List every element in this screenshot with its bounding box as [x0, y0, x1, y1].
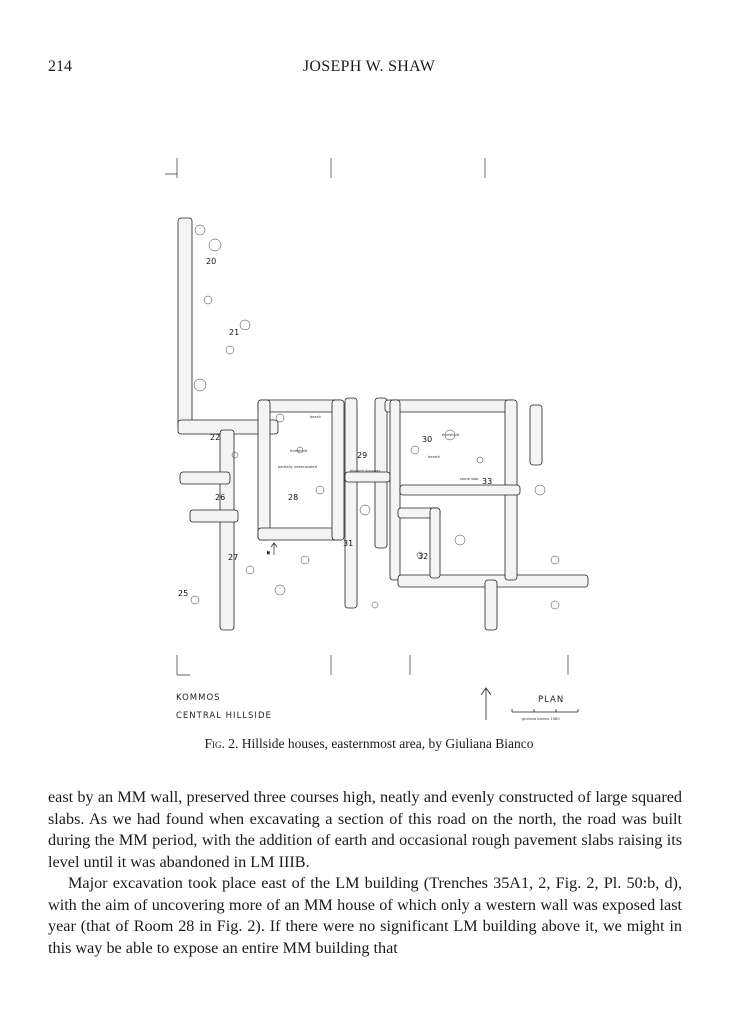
figure-caption — [0, 736, 738, 752]
svg-text:blocked doorway: blocked doorway — [350, 469, 381, 473]
site-label: KOMMOS — [176, 693, 221, 703]
north-arrow-icon — [481, 688, 491, 720]
site-plan-figure — [160, 150, 600, 730]
room-27-label: 27 — [228, 553, 239, 562]
wall-outlines — [178, 218, 588, 630]
scale-credit: giuliana bianco 1980 — [522, 717, 560, 721]
paragraph-1: east by an MM wall, preserved three courses high, neatly and evenly constructed of large squared slabs. As we had found when excavating a section of this road on the north, the road was built during the MM period, with the addition of earth and occasional rough pavement slabs raising its level until it was abandoned in LM IIIB. — [48, 788, 682, 871]
room-22-label: 22 — [210, 433, 221, 442]
room-31-label: 31 — [343, 539, 354, 548]
room-33-label: 33 — [482, 477, 493, 486]
page-number: 214 — [48, 58, 72, 75]
room-30-label: 30 — [422, 435, 433, 444]
svg-text:stone slab: stone slab — [460, 477, 479, 481]
body-text — [48, 787, 682, 959]
figure-caption-text: Hillside houses, easternmost area, by Giuliana Bianco — [238, 736, 534, 751]
room-29-label: 29 — [357, 451, 368, 460]
svg-text:N: N — [267, 551, 270, 555]
room-21-label: 21 — [229, 328, 240, 337]
plan-label: PLAN — [538, 695, 565, 705]
svg-text:partially unexcavated: partially unexcavated — [278, 465, 318, 469]
room-28-label: 28 — [288, 493, 299, 502]
svg-text:threshold: threshold — [442, 433, 459, 437]
running-head-author: JOSEPH W. SHAW — [302, 58, 436, 75]
room-32-label: 32 — [418, 552, 429, 561]
paragraph-2: Major excavation took place east of the LM building (Trenches 35A1, 2, Fig. 2, Pl. 50:b, d), with the aim of uncovering more of an MM house of which only a western wall was exposed last year (that of Room 28 in Fig. 2). If there were no significant LM building above it, we might in this way be able to expose an entire MM building that — [48, 874, 682, 957]
svg-text:threshold: threshold — [290, 449, 307, 453]
room-20-label: 20 — [206, 257, 217, 266]
room-26-label: 26 — [215, 493, 226, 502]
figure-caption-prefix: Fig. 2. — [204, 736, 239, 751]
room-25-label: 25 — [178, 589, 189, 598]
north-arrow-center — [267, 543, 277, 555]
area-label: CENTRAL HILLSIDE — [176, 711, 272, 721]
svg-text:beach: beach — [310, 415, 321, 419]
svg-text:hearth: hearth — [428, 455, 440, 459]
scale-bar — [512, 709, 578, 712]
